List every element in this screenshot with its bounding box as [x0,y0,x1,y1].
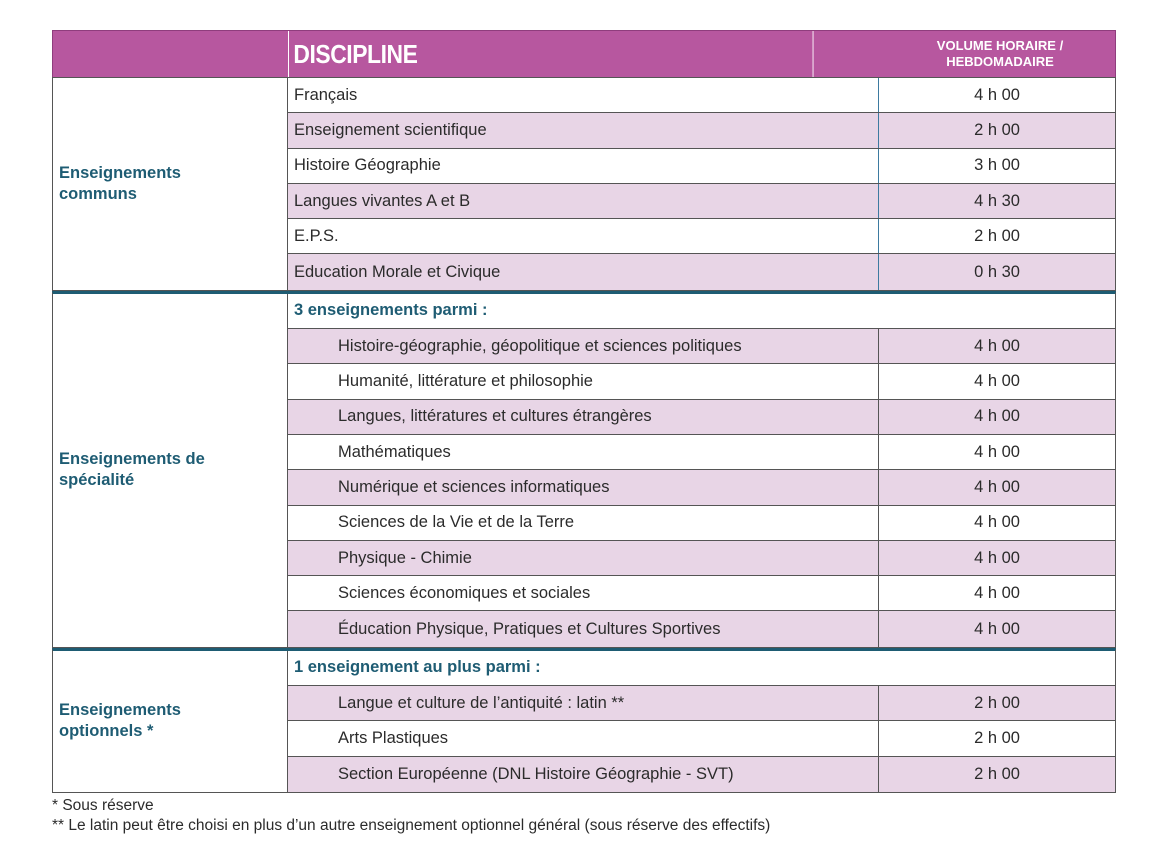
table-row [288,435,1115,470]
discipline-name: Education Morale et Civique [288,254,879,289]
header-discipline: DISCIPLINE [289,31,813,77]
weekly-hours: 3 h 00 [974,156,1020,175]
table-row [288,757,1115,792]
hours-table [52,30,1116,793]
discipline-name: Numérique et sciences informatiques [288,470,879,504]
section-label [53,651,288,792]
table-row [288,470,1115,505]
discipline-name: Physique - Chimie [288,541,879,575]
weekly-hours: 2 h 00 [974,226,1020,245]
weekly-hours: 4 h 00 [974,372,1020,391]
table-row [288,149,1115,184]
table-row [288,113,1115,148]
section-optionnels [52,648,1116,793]
discipline-name: Arts Plastiques [288,721,879,755]
table-row [288,364,1115,399]
section-label [53,78,288,290]
section-label-text: Enseignements optionnels * [59,701,181,741]
section-intro: 3 enseignements parmi : [294,301,488,320]
discipline-name: Histoire-géographie, géopolitique et sciences politiques [288,329,879,363]
footnote-2: ** Le latin peut être choisi en plus d’un autre enseignement optionnel général (sous réserve des effectifs) [52,817,771,834]
discipline-name: Histoire Géographie [288,149,879,183]
table-row [288,184,1115,219]
weekly-hours: 4 h 00 [974,407,1020,426]
section-label-text: Enseignements communs [59,163,181,203]
section-label [53,294,288,647]
weekly-hours: 4 h 00 [974,85,1020,104]
section-specialite [52,291,1116,648]
section-rows [288,78,1115,290]
table-row [288,686,1115,721]
weekly-hours: 4 h 00 [974,619,1020,638]
table-row [288,254,1115,289]
section-label-text: Enseignements de spécialité [59,450,205,490]
section-rows [288,294,1115,647]
discipline-name: Mathématiques [288,435,879,469]
section-intro-row [288,294,1115,329]
discipline-name: Langues vivantes A et B [288,184,879,218]
header-empty-cell [53,31,289,77]
footnote-1: * Sous réserve [52,797,154,814]
discipline-name: Enseignement scientifique [288,113,879,147]
header-volume [885,31,1115,77]
section-communs [52,77,1116,291]
table-header [52,30,1116,77]
weekly-hours: 2 h 00 [974,728,1020,747]
header-volume-line1: VOLUME HORAIRE / [936,38,1064,53]
discipline-name: Section Européenne (DNL Histoire Géographie - SVT) [288,757,879,792]
table-row [288,541,1115,576]
table-row [288,78,1115,113]
discipline-name: Sciences de la Vie et de la Terre [288,506,879,540]
weekly-hours: 2 h 00 [974,120,1020,139]
weekly-hours: 4 h 00 [974,442,1020,461]
section-rows [288,651,1115,792]
weekly-hours: 2 h 00 [974,764,1020,783]
table-row [288,721,1115,756]
discipline-name: Sciences économiques et sociales [288,576,879,610]
weekly-hours: 4 h 00 [974,548,1020,567]
weekly-hours: 4 h 30 [974,191,1020,210]
section-intro-row [288,651,1115,686]
discipline-name: Humanité, littérature et philosophie [288,364,879,398]
table-row [288,400,1115,435]
header-volume-line2: HEBDOMADAIRE [946,54,1054,69]
table-row [288,329,1115,364]
weekly-hours: 4 h 00 [974,513,1020,532]
discipline-name: Langue et culture de l’antiquité : latin ** [288,686,879,720]
table-row [288,506,1115,541]
footnotes [52,796,770,836]
discipline-name: Langues, littératures et cultures étrangères [288,400,879,434]
discipline-name: Français [288,78,879,112]
table-row [288,611,1115,646]
section-intro: 1 enseignement au plus parmi : [294,658,541,677]
discipline-name: Éducation Physique, Pratiques et Cultures Sportives [288,611,879,646]
table-row [288,219,1115,254]
weekly-hours: 4 h 00 [974,336,1020,355]
table-row [288,576,1115,611]
discipline-name: E.P.S. [288,219,879,253]
weekly-hours: 4 h 00 [974,477,1020,496]
weekly-hours: 2 h 00 [974,693,1020,712]
weekly-hours: 0 h 30 [974,262,1020,281]
weekly-hours: 4 h 00 [974,583,1020,602]
